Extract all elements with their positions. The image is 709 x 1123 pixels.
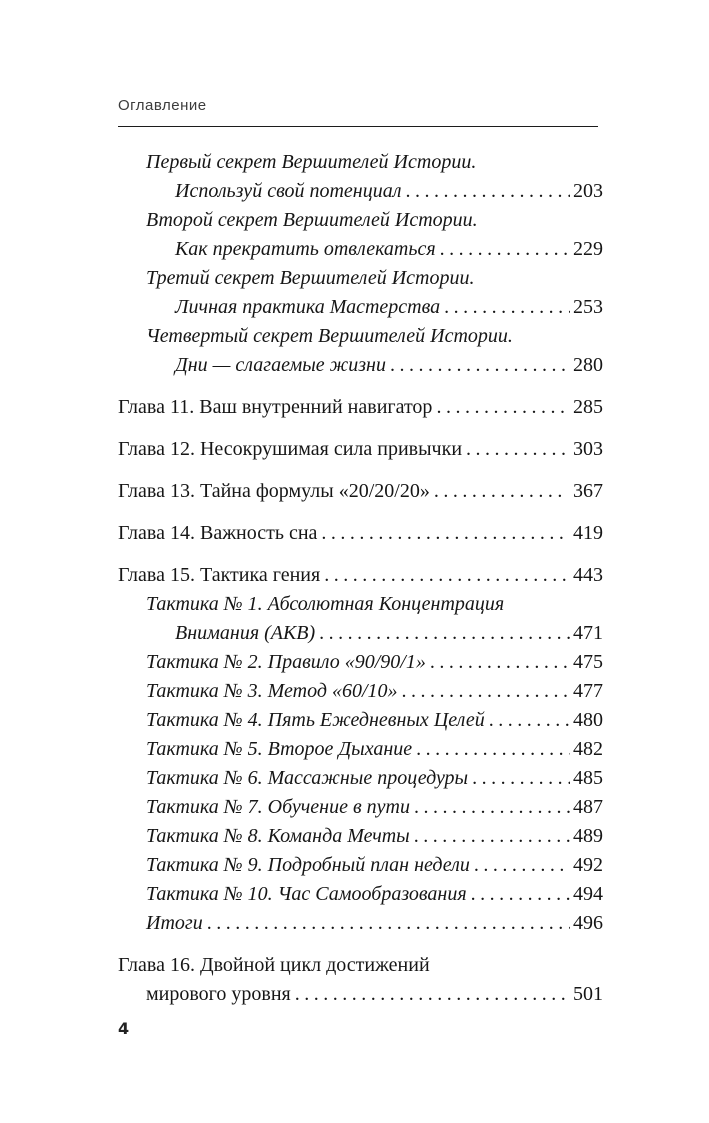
- dot-leader: [319, 619, 570, 648]
- toc-entry-title: Тактика № 9. Подробный план недели: [146, 854, 470, 876]
- toc-entry: [118, 648, 603, 677]
- toc-page-ref: 285: [573, 396, 603, 418]
- toc-entry: [118, 435, 603, 464]
- toc-page-ref: 480: [573, 709, 603, 731]
- toc-entry-title: Тактика № 8. Команда Мечты: [146, 825, 410, 847]
- dot-leader: [434, 477, 566, 506]
- dot-leader: [402, 677, 571, 706]
- dot-leader: [207, 909, 570, 938]
- toc-entry-title: Тактика № 4. Пять Ежедневных Целей: [146, 709, 485, 731]
- dot-leader: [390, 351, 570, 380]
- toc-entry-line1: [118, 851, 603, 880]
- toc-page-ref: 485: [573, 767, 603, 789]
- toc-entry-line1: [118, 148, 603, 177]
- toc-entry: [118, 590, 603, 648]
- toc-entry-title: Глава 16. Двойной цикл достижений: [118, 954, 430, 976]
- toc-page-ref: 477: [573, 680, 603, 702]
- toc-page-ref: 203: [573, 180, 603, 202]
- toc-entry-line1: [118, 648, 603, 677]
- toc-entry-line2: [118, 980, 603, 1009]
- dot-leader: [436, 393, 566, 422]
- toc-entry: [118, 951, 603, 1009]
- toc-entry-title: Тактика № 6. Массажные процедуры: [146, 767, 469, 789]
- toc-page-ref: 482: [573, 738, 603, 760]
- toc-page-ref: 280: [573, 354, 603, 376]
- toc-page-ref: 471: [573, 622, 603, 644]
- toc-entry-line2: [118, 235, 603, 264]
- toc-entry-line2: [118, 177, 603, 206]
- toc-entry: [118, 880, 603, 909]
- dot-leader: [430, 648, 570, 677]
- toc-entry-line2: [118, 619, 603, 648]
- toc-entry-title: Третий секрет Вершителей Истории.: [146, 267, 475, 289]
- toc-page-ref: 229: [573, 238, 603, 260]
- folio-page-number: 4: [118, 1019, 130, 1038]
- toc-entry-line1: [118, 793, 603, 822]
- toc-entry-title: Глава 15. Тактика гения: [118, 564, 321, 586]
- toc-entry-line1: [118, 264, 603, 293]
- dot-leader: [321, 519, 566, 548]
- toc-entry-title: Глава 12. Несокрушимая сила привычки: [118, 438, 463, 460]
- toc-entry-line1: [118, 206, 603, 235]
- toc-entry-title: Тактика № 3. Метод «60/10»: [146, 680, 398, 702]
- toc-entry-line1: [118, 909, 603, 938]
- toc-entry-line1: [118, 590, 603, 619]
- toc-entry: [118, 477, 603, 506]
- toc-page-ref: 501: [573, 983, 603, 1005]
- toc-entry-line1: [118, 706, 603, 735]
- dot-leader: [405, 177, 570, 206]
- dot-leader: [472, 764, 570, 793]
- toc-entry-line1: [118, 822, 603, 851]
- dot-leader: [295, 980, 566, 1009]
- toc-entry-line1: [118, 561, 603, 590]
- page-header: [118, 97, 598, 127]
- dot-leader: [440, 235, 570, 264]
- header-rule: [118, 126, 598, 127]
- dot-leader: [471, 880, 570, 909]
- toc-page-ref: 475: [573, 651, 603, 673]
- toc-entry-title: Тактика № 10. Час Самообразования: [146, 883, 467, 905]
- toc-entry: [118, 393, 603, 422]
- toc-entry-title: Итоги: [146, 912, 203, 934]
- toc-entry-title: Тактика № 5. Второе Дыхание: [146, 738, 413, 760]
- toc-entry-subtitle: Дни — слагаемые жизни: [175, 354, 386, 376]
- toc-entry-title: Тактика № 7. Обучение в пути: [146, 796, 410, 818]
- toc-page-ref: 489: [573, 825, 603, 847]
- toc-entry-line1: [118, 951, 603, 980]
- toc-page-ref: 253: [573, 296, 603, 318]
- dot-leader: [444, 293, 570, 322]
- toc-entry-title: Глава 14. Важность сна: [118, 522, 318, 544]
- toc-page-ref: 303: [573, 438, 603, 460]
- toc-entry: [118, 793, 603, 822]
- toc-entry: [118, 851, 603, 880]
- toc-entry-line1: [118, 477, 603, 506]
- toc-entry-subtitle: Используй свой потенциал: [175, 180, 402, 202]
- toc-entry: [118, 909, 603, 938]
- toc-entry: [118, 519, 603, 548]
- page-header-title: Оглавление: [118, 97, 207, 114]
- toc-page-ref: 367: [573, 480, 603, 502]
- toc-entry-line1: [118, 880, 603, 909]
- toc-entry-subtitle: Личная практика Мастерства: [175, 296, 441, 318]
- toc-page-ref: 487: [573, 796, 603, 818]
- toc-page-ref: 492: [573, 854, 603, 876]
- toc-entry: [118, 822, 603, 851]
- toc-entry-title: Первый секрет Вершителей Истории.: [146, 151, 477, 173]
- dot-leader: [324, 561, 566, 590]
- toc-entry: [118, 677, 603, 706]
- toc-entry-line1: [118, 322, 603, 351]
- dot-leader: [414, 793, 570, 822]
- toc-entry-line2: [118, 293, 603, 322]
- toc-entry: [118, 764, 603, 793]
- toc-page-ref: 494: [573, 883, 603, 905]
- toc-page-ref: 443: [573, 564, 603, 586]
- dot-leader: [466, 435, 566, 464]
- toc-entry-line1: [118, 764, 603, 793]
- toc-entry: [118, 735, 603, 764]
- toc-entry: [118, 706, 603, 735]
- toc-entry-line1: [118, 393, 603, 422]
- toc-entry: [118, 322, 603, 380]
- toc-entry-title: Второй секрет Вершителей Истории.: [146, 209, 478, 231]
- toc-entry-title: Глава 13. Тайна формулы «20/20/20»: [118, 480, 430, 502]
- toc-entry-subtitle: Внимания (АКВ): [175, 622, 316, 644]
- toc-entry-title: Тактика № 2. Правило «90/90/1»: [146, 651, 426, 673]
- toc-entry-line1: [118, 435, 603, 464]
- toc-entry: [118, 264, 603, 322]
- toc-entry-subtitle: Как прекратить отвлекаться: [175, 238, 436, 260]
- toc-entry: [118, 148, 603, 206]
- toc-page-ref: 419: [573, 522, 603, 544]
- toc-entry-line1: [118, 519, 603, 548]
- toc-entry-title: Глава 11. Ваш внутренний навигатор: [118, 396, 433, 418]
- dot-leader: [414, 822, 570, 851]
- toc-entry: [118, 561, 603, 590]
- dot-leader: [489, 706, 570, 735]
- table-of-contents: [118, 148, 603, 1009]
- toc-page-ref: 496: [573, 912, 603, 934]
- dot-leader: [474, 851, 570, 880]
- toc-entry: [118, 206, 603, 264]
- toc-entry-line2: [118, 351, 603, 380]
- toc-entry-title: Четвертый секрет Вершителей Истории.: [146, 325, 513, 347]
- toc-entry-title: Тактика № 1. Абсолютная Концентрация: [146, 593, 505, 615]
- toc-entry-line1: [118, 735, 603, 764]
- toc-entry-subtitle: мирового уровня: [146, 983, 291, 1005]
- dot-leader: [416, 735, 570, 764]
- toc-entry-line1: [118, 677, 603, 706]
